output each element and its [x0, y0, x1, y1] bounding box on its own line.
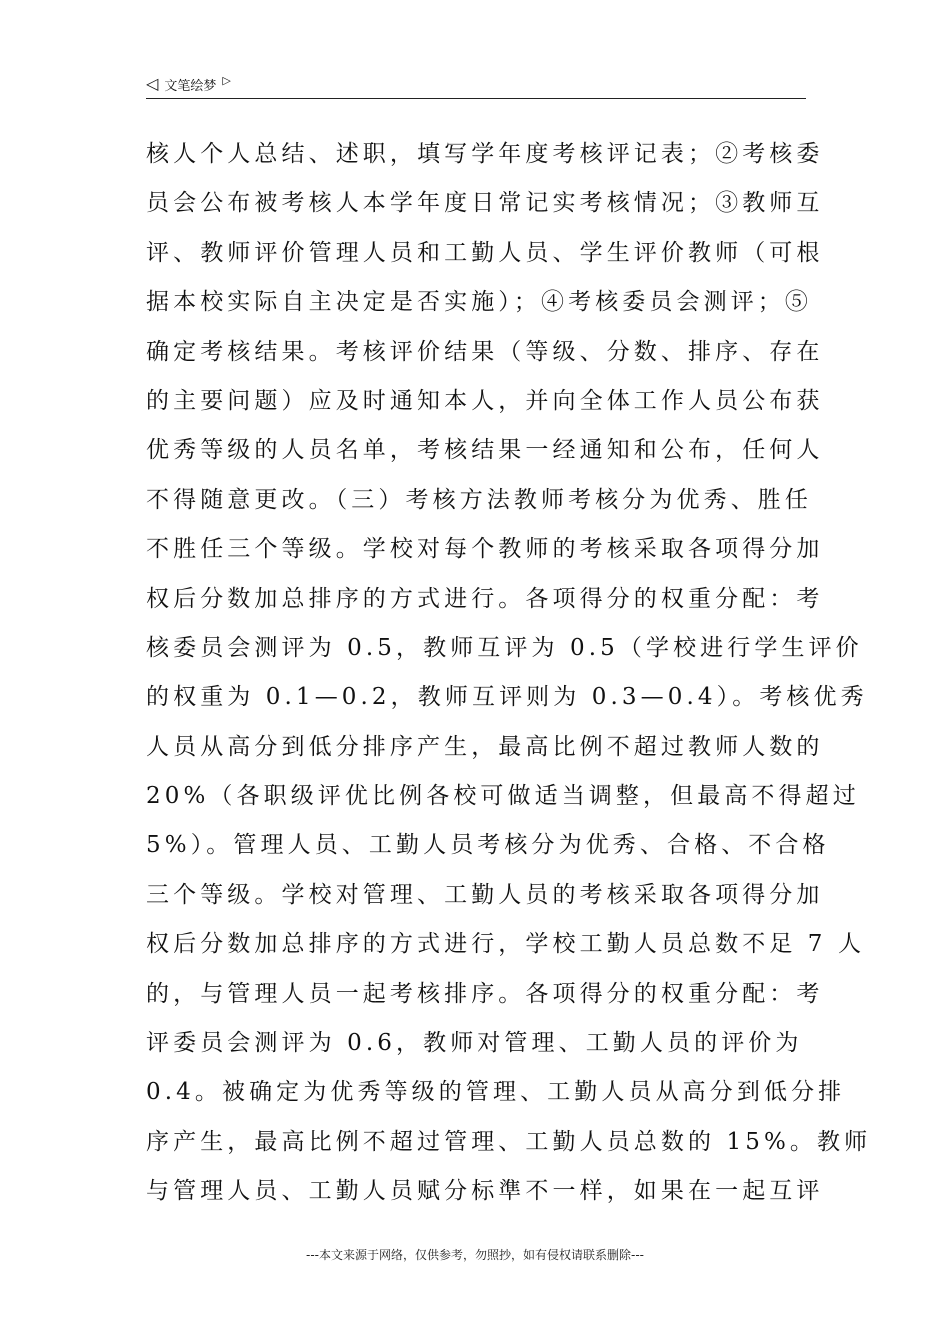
- text-line: 权后分数加总排序的方式进行。各项得分的权重分配：考: [146, 585, 824, 612]
- text-line: 据本校实际自主决定是否实施）；④考核委员会测评；⑤: [146, 289, 812, 316]
- text-line: 与管理人员、工勤人员赋分标準不一样，如果在一起互评: [146, 1178, 824, 1205]
- text-line: 核委员会测评为 0.5，教师互评为 0.5（学校进行学生评价: [146, 634, 863, 661]
- text-line: 评委员会测评为 0.6，教师对管理、工勤人员的评价为: [146, 1030, 803, 1057]
- text-line: 核人个人总结、述职，填写学年度考核评记表；②考核委: [146, 141, 824, 167]
- text-line: 的主要问题）应及时通知本人，并向全体工作人员公布获: [146, 387, 824, 414]
- text-line: 人员从高分到低分排序产生，最高比例不超过教师人数的: [146, 733, 824, 760]
- triangle-right-icon: ▷: [222, 73, 231, 87]
- footer-disclaimer: ---本文来源于网络，仅供参考，勿照抄，如有侵权请联系删除---: [306, 1248, 644, 1262]
- text-line: 5%）。管理人员、工勤人员考核分为优秀、合格、不合格: [146, 832, 830, 859]
- text-line: 序产生，最高比例不超过管理、工勤人员总数的 15%。教师: [146, 1128, 872, 1155]
- text-line: 权后分数加总排序的方式进行，学校工勤人员总数不足 7 人: [146, 931, 866, 958]
- text-line: 20%（各职级评优比例各校可做适当调整，但最高不得超过: [146, 783, 860, 810]
- text-line: 优秀等级的人员名单，考核结果一经通知和公布，任何人: [146, 437, 824, 464]
- triangle-left-icon: ◁: [146, 74, 159, 93]
- text-line: 三个等级。学校对管理、工勤人员的考核采取各项得分加: [146, 881, 824, 908]
- text-line: 评、教师评价管理人员和工勤人员、学生评价教师（可根: [146, 239, 824, 266]
- text-line: 0.4。被确定为优秀等级的管理、工勤人员从高分到低分排: [146, 1079, 846, 1106]
- text-line: 不得随意更改。（三）考核方法教师考核分为优秀、胜任: [146, 486, 812, 513]
- page-header: [146, 70, 806, 99]
- text-line: 的权重为 0.1—0.2，教师互评则为 0.3—0.4）。考核优秀: [146, 684, 868, 711]
- text-line: 不胜任三个等级。学校对每个教师的考核采取各项得分加: [146, 536, 824, 563]
- header-title: 文笔绘梦: [164, 78, 217, 94]
- document-body: [146, 130, 872, 1217]
- text-line: 确定考核结果。考核评价结果（等级、分数、排序、存在: [146, 338, 824, 365]
- text-line: 的，与管理人员一起考核排序。各项得分的权重分配：考: [146, 980, 824, 1007]
- text-line: 员会公布被考核人本学年度日常记实考核情况；③教师互: [146, 190, 824, 217]
